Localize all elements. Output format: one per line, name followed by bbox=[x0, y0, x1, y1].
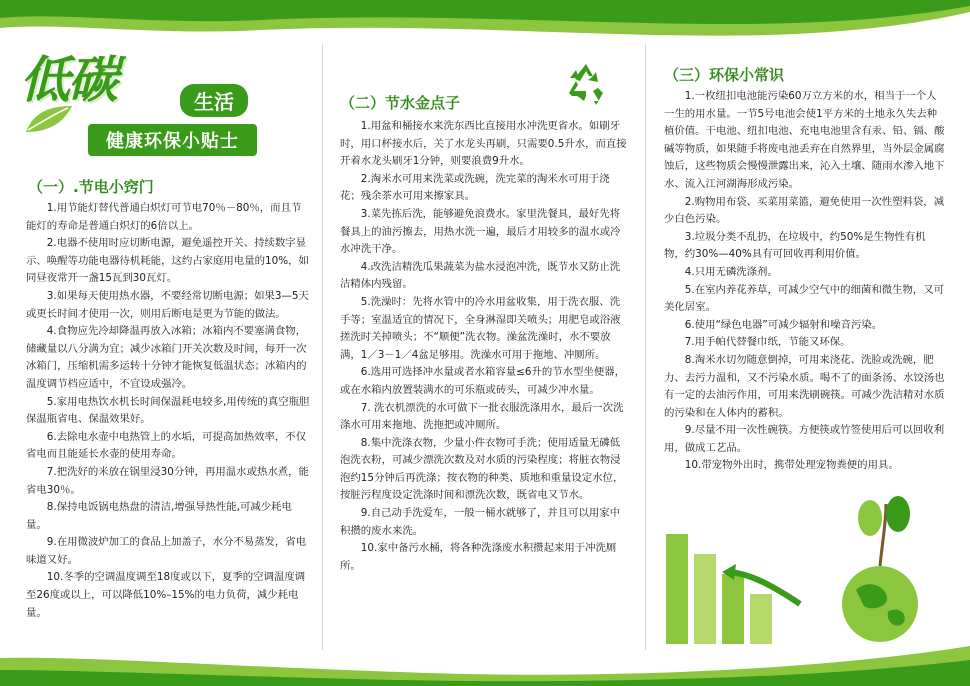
list-item: 9.自己动手洗爱车，一般一桶水就够了，并且可以用家中积攒的废水来洗。 bbox=[340, 507, 621, 537]
list-item: 10.带宠物外出时，携带处理宠物粪便的用具。 bbox=[684, 459, 899, 472]
list-item: 2.电器不使用时应切断电源，避免遥控开关、持续数字显示、唤醒等功能电器待机耗能，这约占家庭用电量的10%，如同昼夜常开一盏15瓦到30瓦灯。 bbox=[26, 237, 309, 285]
eco-chart-illustration bbox=[660, 494, 960, 644]
list-item: 4.食物应先冷却降温再放入冰箱；冰箱内不要塞满食物，储藏量以八分满为宜；减少冰箱门开关次数及时间，每开一次冰箱门，压缩机需多运转十分钟才能恢复低温状态；冰箱内的温度调节档应适中，不宜设成强冷。 bbox=[26, 325, 307, 390]
panel-divider-left bbox=[322, 44, 323, 650]
list-item: 10.冬季的空调温度调至18度或以下，夏季的空调温度调至26度或以上，可以降低10%–15%的电力负荷，减少耗电量。 bbox=[26, 571, 306, 619]
list-item: 3.垃圾分类不乱扔，在垃圾中，约50%是生物性有机物，约30%—40%具有可回收再利用价值。 bbox=[664, 230, 926, 261]
logo-bar-text: 健康环保小贴士 bbox=[88, 124, 257, 156]
list-item: 5.家用电热饮水机长时间保温耗电较多,用传统的真空瓶胆保温瓶省电、保温效果好。 bbox=[26, 395, 310, 426]
panel-divider-right bbox=[645, 44, 646, 650]
list-item: 2.淘米水可用来洗菜或洗碗，洗完菜的淘米水可用于浇花；残余茶水可用来擦家具。 bbox=[340, 172, 610, 203]
list-item: 9.在用微波炉加工的食品上加盖子，水分不易蒸发，省电味道又好。 bbox=[26, 536, 307, 566]
recycle-icon bbox=[562, 60, 610, 108]
list-item: 4.只用无磷洗涤剂。 bbox=[684, 265, 778, 278]
section-heading-electricity: （一）.节电小窍门 bbox=[28, 178, 154, 196]
list-item: 8.保持电饭锅电热盘的清洁,增强导热性能,可减少耗电量。 bbox=[26, 501, 292, 531]
list-item: 1.一枚纽扣电池能污染60万立方米的水，相当于一个人一生的用水量。一节5号电池会使1平方米的土地永久失去种植价值。干电池、纽扣电池、充电电池里含有汞、铅、镉、酸碱等物质，如果随手将废电池丢弃在自然界里，当外层金属腐蚀后，这些物质会慢慢泄露出来，沁入土壤、随雨水渗入地下水、流入江河湖海形成污染。 bbox=[664, 90, 945, 190]
tree-leaf bbox=[886, 496, 910, 532]
section-heading-environment: （三）环保小常识 bbox=[664, 66, 785, 84]
list-item: 6.选用可选择冲水量或者水箱容量≤6升的节水型坐便器，或在水箱内放置装满水的可乐瓶或砖头，可减少冲水量。 bbox=[340, 366, 626, 396]
list-item: 8.集中洗涤衣物，少量小件衣物可手洗；使用适量无磷低泡洗衣粉，可减少漂洗次数及对水质的污染程度；将脏衣物浸泡约15分钟后再洗涤；按衣物的种类、质地和重量设定水位，按脏污程度设定洗涤时间和漂洗次数，既省电又节水。 bbox=[340, 436, 624, 502]
section-heading-water: （二）节水金点子 bbox=[340, 94, 461, 112]
list-item: 5.洗澡时：先将水管中的冷水用盆收集，用于洗衣服、洗手等；室温适宜的情况下，全身淋湿即关喷头；用肥皂或浴液搓洗时关掉喷头；不“顺便”洗衣物。澡盆洗澡时，水不要放满，1／3－1／4盆足够用。洗澡水可用于拖地、冲厕所。 bbox=[340, 295, 621, 361]
decor-bar bbox=[750, 594, 772, 644]
list-item: 3.如果每天使用热水器，不要经常切断电源；如果3—5天或更长时间才使用一次，则用后断电是更为节能的做法。 bbox=[26, 289, 309, 320]
decor-bar bbox=[666, 534, 688, 644]
list-item: 5.在室内养花养草，可减少空气中的细菌和微生物，又可美化居室。 bbox=[664, 283, 945, 314]
section-body-electricity bbox=[26, 200, 310, 622]
list-item: 7. 洗衣机漂洗的水可做下一批衣服洗涤用水，最后一次洗涤水可用来拖地、洗拖把或冲厕所。 bbox=[340, 401, 624, 432]
list-item: 9.尽量不用一次性碗筷。方便筷或竹签使用后可以回收利用，做成工艺品。 bbox=[664, 424, 945, 454]
section-body-environment bbox=[664, 88, 946, 475]
logo-pill-text: 生活 bbox=[180, 84, 248, 117]
section-body-water bbox=[340, 118, 630, 575]
list-item: 4.改洗洁精洗瓜果蔬菜为盐水浸泡冲洗，既节水又防止洗洁精体内残留。 bbox=[340, 260, 621, 291]
list-item: 1.用盆和桶接水来洗东西比直接用水冲洗更省水。如刷牙时，用口杯接水后，关了水龙头再刷，只需要0.5升水，而直接开着水龙头刷牙1分钟，则要浪费9升水。 bbox=[340, 120, 627, 168]
list-item: 6.去除电水壶中电热管上的水垢，可提高加热效率，不仅省电而且能延长水壶的使用寿命。 bbox=[26, 430, 307, 461]
list-item: 7.把洗好的米放在锅里浸30分钟，再用温水或热水煮，能省电30％。 bbox=[26, 465, 309, 496]
decor-bar bbox=[694, 554, 716, 644]
logo-title-block bbox=[20, 40, 280, 160]
tree-leaf bbox=[858, 500, 882, 536]
list-item: 1.用节能灯替代普通白炽灯可节电70％－80％，而且节能灯的寿命是普通白炽灯的6倍以上。 bbox=[26, 202, 302, 232]
decor-bar bbox=[722, 574, 744, 644]
list-item: 10.家中备污水桶，将各种洗涤废水积攒起来用于冲洗厕所。 bbox=[340, 542, 617, 572]
list-item: 6.使用“绿色电器”可减少辐射和噪音污染。 bbox=[684, 318, 883, 331]
list-item: 7.用手帕代替餐巾纸，节能又环保。 bbox=[684, 336, 851, 349]
list-item: 3.菜先拣后洗，能够避免浪费水。家里洗餐具，最好先将餐具上的油污擦去，用热水洗一遍，最后才用较多的温水或冷水冲洗干净。 bbox=[340, 207, 621, 256]
logo-big-text: 低碳 bbox=[20, 50, 116, 109]
list-item: 8.淘米水切勿随意倒掉，可用来浇花、洗脸或洗碗，肥力、去污力温和，又不污染水质。喝不了的面条汤、水饺汤也有一定的去油污作用，可用来洗刷碗筷。可减少洗洁精对水质的污染和在人体内的蓄积。 bbox=[664, 353, 945, 419]
list-item: 2.购物用布袋、买菜用菜篮，避免使用一次性塑料袋，减少白色污染。 bbox=[664, 195, 945, 226]
